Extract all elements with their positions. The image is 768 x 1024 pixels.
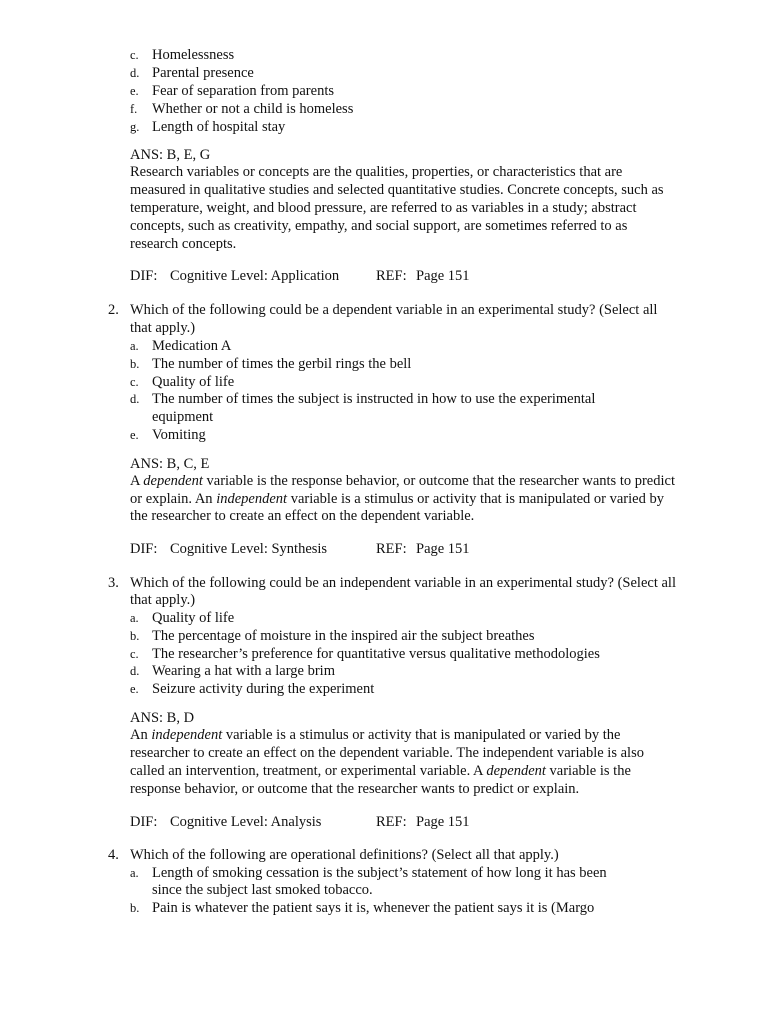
answer-line: ANS: B, E, G bbox=[130, 147, 211, 163]
option-b: b. Pain is whatever the patient says it is, whenever the patient says it is (Margo bbox=[130, 900, 595, 916]
rationale-line: A dependent variable is the response behavior, or outcome that the researcher wants to predict bbox=[130, 473, 675, 489]
rationale-line: research concepts. bbox=[130, 236, 237, 252]
difficulty-reference: DIF: Cognitive Level: Application REF: Page 151 bbox=[130, 268, 470, 284]
option-a: a. Quality of life bbox=[130, 610, 235, 626]
rationale-line: the researcher to create an effect on the dependent variable. bbox=[130, 508, 475, 524]
option-e: e. Vomiting bbox=[130, 427, 206, 443]
option-b: b. The number of times the gerbil rings the bell bbox=[130, 356, 412, 372]
rationale-line: An independent variable is a stimulus or activity that is manipulated or varied by the bbox=[130, 727, 621, 743]
answer-line: ANS: B, C, E bbox=[130, 456, 210, 472]
option-b: b. The percentage of moisture in the inspired air the subject breathes bbox=[130, 628, 535, 644]
option-e: e. Fear of separation from parents bbox=[130, 83, 334, 99]
question-4-stem: 4. Which of the following are operational definitions? (Select all that apply.) bbox=[108, 847, 559, 863]
option-e: e. Seizure activity during the experiment bbox=[130, 681, 375, 697]
option-a: a. Length of smoking cessation is the subject’s statement of how long it has been bbox=[130, 865, 607, 881]
option-d-cont: equipment bbox=[152, 409, 214, 425]
option-a: a. Medication A bbox=[130, 338, 232, 354]
rationale-line: or explain. An independent variable is a stimulus or activity that is manipulated or varied by bbox=[130, 491, 664, 507]
option-f: f. Whether or not a child is homeless bbox=[130, 101, 354, 117]
option-d: d. Parental presence bbox=[130, 65, 254, 81]
rationale-line: measured in qualitative studies and selected quantitative studies. Concrete concepts, such as bbox=[130, 182, 664, 198]
option-g: g. Length of hospital stay bbox=[130, 119, 286, 135]
difficulty-reference: DIF: Cognitive Level: Synthesis REF: Page 151 bbox=[130, 541, 470, 557]
rationale-line: called an intervention, treatment, or experimental variable. A dependent variable is the bbox=[130, 763, 631, 779]
option-c: c. Homelessness bbox=[130, 47, 235, 63]
difficulty-reference: DIF: Cognitive Level: Analysis REF: Page 151 bbox=[130, 814, 470, 830]
option-c: c. Quality of life bbox=[130, 374, 235, 390]
question-3-stem-cont: that apply.) bbox=[130, 592, 196, 608]
question-2-stem-cont: that apply.) bbox=[130, 320, 196, 336]
answer-line: ANS: B, D bbox=[130, 710, 195, 726]
option-a-cont: since the subject last smoked tobacco. bbox=[152, 882, 373, 898]
rationale-line: response behavior, or outcome that the researcher wants to predict or explain. bbox=[130, 781, 580, 797]
option-d: d. Wearing a hat with a large brim bbox=[130, 663, 335, 679]
rationale-line: temperature, weight, and blood pressure, are referred to as variables in a study; abstract bbox=[130, 200, 637, 216]
option-d: d. The number of times the subject is instructed in how to use the experimental bbox=[130, 391, 596, 407]
question-2-stem: 2. Which of the following could be a dependent variable in an experimental study? (Select all bbox=[108, 302, 658, 318]
rationale-line: researcher to create an effect on the dependent variable. The independent variable is also bbox=[130, 745, 644, 761]
rationale-line: concepts, such as creativity, empathy, and social support, are sometimes referred to as bbox=[130, 218, 628, 234]
question-3-stem: 3. Which of the following could be an independent variable in an experimental study? (Select all bbox=[108, 575, 676, 591]
option-c: c. The researcher’s preference for quantitative versus qualitative methodologies bbox=[130, 646, 600, 662]
rationale-line: Research variables or concepts are the qualities, properties, or characteristics that are bbox=[130, 164, 623, 180]
